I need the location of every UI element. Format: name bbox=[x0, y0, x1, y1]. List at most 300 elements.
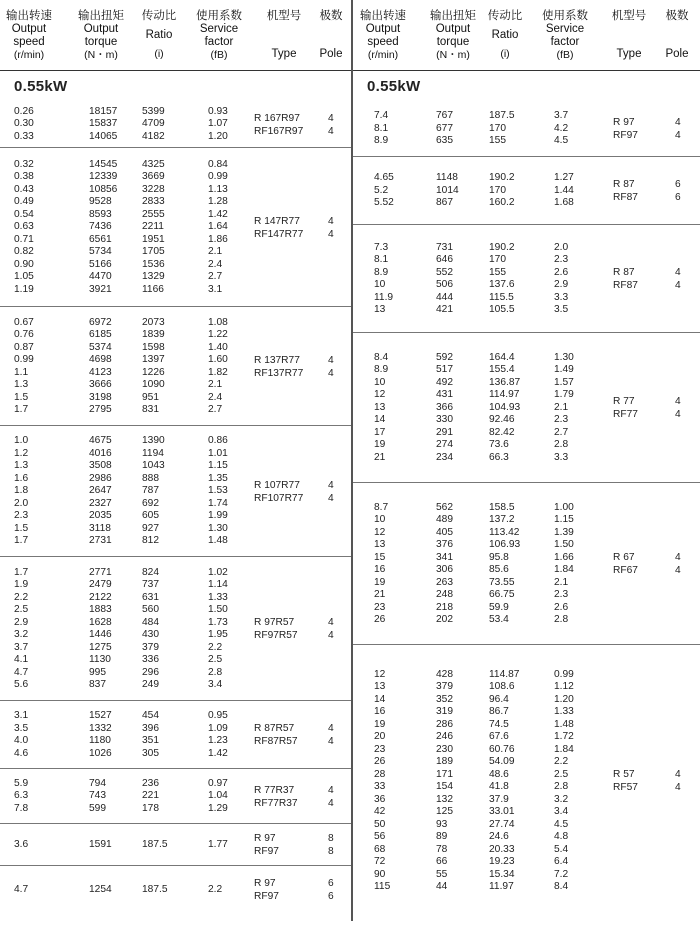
cell-service-factor: 1.95 bbox=[208, 629, 228, 640]
cell-output-torque: 794 bbox=[89, 777, 106, 789]
cell-ratio: 296 bbox=[142, 666, 159, 678]
table-row bbox=[353, 756, 700, 769]
model-group bbox=[353, 333, 700, 483]
cell-service-factor: 1.15 bbox=[208, 460, 228, 472]
cell-output-speed: 1.1 bbox=[14, 366, 29, 378]
cell-output-torque: 234 bbox=[436, 451, 453, 463]
header-output-speed-cn: 输出转速 bbox=[360, 10, 406, 22]
cell-service-factor: 1.20 bbox=[208, 130, 228, 142]
cell-service-factor: 1.35 bbox=[208, 472, 228, 484]
cell-output-speed: 56 bbox=[374, 831, 386, 842]
cell-service-factor: 2.8 bbox=[208, 666, 223, 678]
model-type-block bbox=[254, 784, 342, 810]
header-ratio-en: Ratio bbox=[145, 29, 173, 41]
model-type-block bbox=[613, 178, 689, 204]
cell-ratio: 927 bbox=[142, 522, 159, 534]
table-row bbox=[0, 654, 351, 667]
model-type-block bbox=[613, 551, 689, 577]
table-row bbox=[353, 881, 700, 894]
cell-service-factor: 2.1 bbox=[554, 576, 569, 588]
pole-count: 4 bbox=[675, 782, 681, 793]
cell-ratio: 170 bbox=[489, 254, 506, 265]
cell-service-factor: 1.44 bbox=[554, 184, 574, 196]
cell-ratio: 4325 bbox=[142, 158, 165, 170]
header-service-factor-en1: Service bbox=[199, 23, 239, 35]
cell-output-speed: 3.5 bbox=[14, 722, 29, 734]
left-table bbox=[0, 0, 351, 914]
cell-output-torque: 5734 bbox=[89, 246, 112, 258]
pole-count: 6 bbox=[675, 192, 681, 203]
cell-output-torque: 517 bbox=[436, 364, 453, 376]
model-type: R 77R37 bbox=[254, 784, 295, 796]
cell-ratio: 137.6 bbox=[489, 279, 515, 290]
pole-count: 4 bbox=[328, 784, 334, 796]
power-rating-label: 0.55kW bbox=[14, 78, 68, 95]
cell-ratio: 82.42 bbox=[489, 426, 515, 438]
table-row bbox=[353, 364, 700, 377]
model-group bbox=[353, 101, 700, 157]
model-type: R 107R77 bbox=[254, 479, 300, 491]
cell-service-factor: 1.00 bbox=[554, 501, 574, 513]
cell-ratio: 951 bbox=[142, 391, 159, 403]
cell-output-torque: 125 bbox=[436, 806, 453, 817]
table-row bbox=[0, 342, 351, 355]
cell-service-factor: 2.8 bbox=[554, 614, 569, 625]
header-output-torque-cn: 输出扭矩 bbox=[430, 10, 476, 22]
cell-service-factor: 1.48 bbox=[554, 718, 574, 730]
header-service-factor bbox=[189, 10, 249, 62]
model-type: RF107R77 bbox=[254, 492, 304, 504]
cell-service-factor: 1.33 bbox=[554, 706, 574, 717]
model-type: R 167R97 bbox=[254, 112, 300, 124]
cell-output-torque: 6561 bbox=[89, 233, 112, 245]
pole-count: 4 bbox=[675, 409, 681, 420]
header-service-factor-unit: (fB) bbox=[210, 49, 228, 61]
cell-output-speed: 1.0 bbox=[14, 435, 29, 447]
cell-service-factor: 0.95 bbox=[208, 710, 228, 721]
cell-ratio: 692 bbox=[142, 497, 159, 509]
cell-output-speed: 19 bbox=[374, 718, 386, 730]
table-row bbox=[353, 292, 700, 305]
cell-output-torque: 1628 bbox=[89, 616, 112, 628]
model-group bbox=[353, 157, 700, 225]
cell-service-factor: 1.60 bbox=[208, 354, 228, 365]
cell-output-speed: 2.3 bbox=[14, 510, 29, 522]
cell-output-torque: 2795 bbox=[89, 404, 112, 415]
cell-output-speed: 72 bbox=[374, 856, 386, 867]
table-row bbox=[0, 592, 351, 605]
cell-output-torque: 44 bbox=[436, 881, 448, 892]
model-type: RF97 bbox=[254, 846, 279, 857]
cell-service-factor: 1.86 bbox=[208, 233, 228, 245]
cell-output-speed: 1.3 bbox=[14, 379, 29, 390]
model-type-block bbox=[254, 112, 342, 138]
cell-service-factor: 2.6 bbox=[554, 601, 569, 613]
cell-ratio: 33.01 bbox=[489, 806, 515, 817]
cell-output-torque: 506 bbox=[436, 279, 453, 290]
cell-service-factor: 2.1 bbox=[554, 401, 569, 413]
cell-output-torque: 352 bbox=[436, 693, 453, 705]
cell-service-factor: 2.6 bbox=[554, 266, 569, 278]
cell-service-factor: 1.07 bbox=[208, 118, 228, 130]
header-service-factor-cn: 使用系数 bbox=[196, 10, 242, 22]
cell-output-speed: 0.33 bbox=[14, 130, 34, 142]
cell-service-factor: 1.48 bbox=[208, 535, 228, 547]
cell-ratio: 155 bbox=[489, 266, 506, 278]
cell-output-torque: 366 bbox=[436, 401, 453, 413]
cell-output-torque: 230 bbox=[436, 743, 453, 755]
cell-ratio: 1705 bbox=[142, 246, 165, 258]
table-row bbox=[353, 806, 700, 819]
cell-ratio: 1329 bbox=[142, 271, 165, 283]
header-pole-cn: 极数 bbox=[665, 10, 689, 22]
table-row bbox=[0, 523, 351, 536]
table-row bbox=[0, 404, 351, 417]
cell-service-factor: 1.79 bbox=[554, 389, 574, 401]
cell-output-speed: 1.9 bbox=[14, 579, 29, 590]
cell-output-speed: 14 bbox=[374, 693, 386, 705]
table-row bbox=[0, 535, 351, 548]
cell-service-factor: 2.7 bbox=[554, 426, 569, 438]
pole-count: 4 bbox=[675, 267, 681, 278]
cell-service-factor: 2.5 bbox=[554, 768, 569, 780]
cell-output-torque: 89 bbox=[436, 831, 448, 842]
cell-service-factor: 1.42 bbox=[208, 208, 228, 220]
cell-ratio: 1043 bbox=[142, 460, 165, 472]
cell-service-factor: 2.2 bbox=[208, 883, 223, 895]
cell-output-speed: 1.8 bbox=[14, 485, 29, 497]
cell-service-factor: 2.2 bbox=[554, 756, 569, 767]
table-row bbox=[353, 869, 700, 882]
cell-output-torque: 14065 bbox=[89, 130, 118, 142]
cell-ratio: 1598 bbox=[142, 341, 165, 353]
table-row bbox=[353, 254, 700, 267]
cell-ratio: 430 bbox=[142, 629, 159, 640]
cell-output-torque: 246 bbox=[436, 731, 453, 742]
cell-service-factor: 3.3 bbox=[554, 291, 569, 303]
model-group bbox=[0, 148, 351, 307]
cell-ratio: 41.8 bbox=[489, 781, 509, 792]
cell-ratio: 1390 bbox=[142, 435, 165, 447]
model-type: R 87 bbox=[613, 179, 635, 190]
cell-output-speed: 20 bbox=[374, 731, 386, 742]
cell-output-torque: 291 bbox=[436, 426, 453, 438]
cell-ratio: 1090 bbox=[142, 379, 165, 390]
header-pole-en: Pole bbox=[319, 48, 343, 60]
cell-output-torque: 1275 bbox=[89, 641, 112, 653]
cell-service-factor: 3.5 bbox=[554, 304, 569, 315]
cell-output-speed: 2.2 bbox=[14, 591, 29, 603]
cell-output-speed: 0.87 bbox=[14, 341, 34, 353]
cell-output-speed: 1.5 bbox=[14, 522, 29, 534]
table-row bbox=[0, 184, 351, 197]
cell-output-speed: 1.2 bbox=[14, 447, 29, 459]
cell-output-torque: 248 bbox=[436, 589, 453, 600]
pole-count: 4 bbox=[328, 723, 334, 734]
model-type-block bbox=[613, 266, 689, 292]
cell-output-torque: 1591 bbox=[89, 838, 112, 850]
cell-ratio: 1166 bbox=[142, 283, 164, 295]
cell-service-factor: 1.20 bbox=[554, 693, 574, 705]
table-row bbox=[353, 527, 700, 540]
cell-output-torque: 66 bbox=[436, 856, 448, 867]
cell-ratio: 4182 bbox=[142, 130, 165, 142]
table-row bbox=[0, 667, 351, 680]
cell-output-speed: 19 bbox=[374, 576, 386, 588]
cell-output-torque: 3118 bbox=[89, 522, 111, 534]
header-service-factor-cn: 使用系数 bbox=[542, 10, 588, 22]
cell-output-torque: 489 bbox=[436, 514, 453, 525]
cell-service-factor: 3.2 bbox=[554, 793, 569, 805]
cell-output-speed: 10 bbox=[374, 376, 386, 388]
pole-count: 6 bbox=[328, 878, 334, 889]
cell-ratio: 158.5 bbox=[489, 501, 515, 513]
table-row bbox=[0, 579, 351, 592]
cell-service-factor: 2.0 bbox=[554, 241, 569, 253]
cell-ratio: 1839 bbox=[142, 329, 165, 340]
cell-output-torque: 154 bbox=[436, 781, 453, 792]
power-rating bbox=[0, 71, 351, 101]
table-row bbox=[353, 719, 700, 732]
model-type-block bbox=[254, 616, 342, 642]
model-type: R 77 bbox=[613, 396, 635, 407]
table-row bbox=[353, 577, 700, 590]
cell-output-torque: 55 bbox=[436, 868, 448, 880]
cell-ratio: 170 bbox=[489, 122, 506, 134]
cell-output-speed: 8.9 bbox=[374, 364, 389, 376]
cell-service-factor: 1.01 bbox=[208, 447, 228, 459]
cell-output-torque: 428 bbox=[436, 668, 453, 680]
header-output-speed bbox=[0, 10, 59, 62]
cell-output-speed: 4.7 bbox=[14, 883, 29, 895]
table-row bbox=[353, 706, 700, 719]
cell-service-factor: 1.30 bbox=[208, 522, 228, 534]
header-ratio-unit: (i) bbox=[500, 48, 510, 60]
cell-service-factor: 1.08 bbox=[208, 316, 228, 328]
cell-output-torque: 405 bbox=[436, 526, 453, 538]
power-rating bbox=[353, 71, 700, 101]
cell-service-factor: 1.42 bbox=[208, 747, 228, 759]
cell-output-speed: 21 bbox=[374, 589, 386, 600]
table-row bbox=[0, 642, 351, 655]
cell-output-torque: 6185 bbox=[89, 329, 112, 340]
cell-ratio: 888 bbox=[142, 472, 159, 484]
cell-ratio: 85.6 bbox=[489, 564, 509, 575]
cell-service-factor: 2.7 bbox=[208, 404, 223, 415]
model-type-block bbox=[254, 479, 342, 505]
model-type: RF137R77 bbox=[254, 367, 304, 379]
cell-output-torque: 1527 bbox=[89, 710, 112, 721]
header-output-speed-en1: Output bbox=[11, 23, 47, 35]
cell-output-speed: 4.7 bbox=[14, 666, 29, 678]
cell-service-factor: 2.4 bbox=[208, 391, 223, 403]
cell-ratio: 160.2 bbox=[489, 197, 515, 209]
cell-ratio: 1951 bbox=[142, 233, 165, 245]
header-output-speed-cn: 输出转速 bbox=[6, 10, 52, 22]
cell-output-torque: 1014 bbox=[436, 184, 459, 196]
cell-service-factor: 2.1 bbox=[208, 379, 223, 390]
cell-service-factor: 1.29 bbox=[208, 802, 228, 814]
pole-count: 4 bbox=[328, 112, 334, 124]
header-output-speed-unit: (r/min) bbox=[367, 49, 399, 61]
cell-service-factor: 1.04 bbox=[208, 790, 228, 802]
cell-service-factor: 5.4 bbox=[554, 843, 569, 855]
model-group bbox=[0, 307, 351, 426]
cell-output-torque: 1026 bbox=[89, 747, 112, 759]
cell-output-torque: 2986 bbox=[89, 472, 112, 484]
cell-ratio: 114.97 bbox=[489, 389, 520, 401]
cell-ratio: 396 bbox=[142, 722, 159, 734]
cell-ratio: 54.09 bbox=[489, 756, 515, 767]
cell-ratio: 59.9 bbox=[489, 601, 509, 613]
cell-output-torque: 376 bbox=[436, 539, 453, 550]
cell-ratio: 737 bbox=[142, 579, 159, 590]
cell-output-speed: 10 bbox=[374, 514, 386, 525]
table-row bbox=[353, 614, 700, 627]
cell-ratio: 249 bbox=[142, 679, 159, 690]
cell-output-speed: 5.6 bbox=[14, 679, 29, 690]
cell-ratio: 1536 bbox=[142, 258, 165, 270]
table-header bbox=[353, 0, 700, 71]
table-row bbox=[353, 681, 700, 694]
cell-output-torque: 421 bbox=[436, 304, 453, 315]
cell-service-factor: 1.99 bbox=[208, 510, 228, 522]
cell-output-speed: 0.26 bbox=[14, 105, 34, 117]
model-group bbox=[353, 483, 700, 645]
cell-output-speed: 8.1 bbox=[374, 254, 389, 265]
cell-output-speed: 19 bbox=[374, 439, 386, 451]
cell-service-factor: 1.09 bbox=[208, 722, 228, 734]
header-ratio-en: Ratio bbox=[491, 29, 519, 41]
model-type: R 97 bbox=[254, 833, 276, 844]
cell-ratio: 114.87 bbox=[489, 668, 520, 680]
cell-output-torque: 1446 bbox=[89, 629, 112, 640]
cell-output-torque: 867 bbox=[436, 197, 453, 209]
cell-output-speed: 2.9 bbox=[14, 616, 29, 628]
header-output-speed-en2: speed bbox=[13, 36, 45, 48]
pole-count: 4 bbox=[675, 552, 681, 563]
header-service-factor-en2: factor bbox=[550, 36, 580, 48]
model-type: R 97 bbox=[254, 878, 276, 889]
cell-output-speed: 16 bbox=[374, 564, 386, 575]
model-type: R 87R57 bbox=[254, 723, 295, 734]
table-row bbox=[353, 694, 700, 707]
cell-ratio: 73.55 bbox=[489, 576, 515, 588]
cell-output-speed: 12 bbox=[374, 668, 386, 680]
header-output-torque-cn: 输出扭矩 bbox=[78, 10, 124, 22]
cell-output-torque: 492 bbox=[436, 376, 453, 388]
cell-ratio: 221 bbox=[142, 790, 159, 802]
cell-output-torque: 4470 bbox=[89, 271, 112, 283]
cell-output-torque: 1148 bbox=[436, 172, 458, 184]
cell-output-torque: 5374 bbox=[89, 341, 112, 353]
cell-service-factor: 2.8 bbox=[554, 439, 569, 451]
cell-output-speed: 36 bbox=[374, 793, 386, 805]
cell-output-speed: 3.1 bbox=[14, 710, 29, 721]
cell-service-factor: 2.5 bbox=[208, 654, 223, 665]
cell-ratio: 73.6 bbox=[489, 439, 509, 451]
pole-count: 4 bbox=[328, 492, 334, 504]
header-ratio bbox=[475, 10, 535, 61]
cell-ratio: 86.7 bbox=[489, 706, 509, 717]
header-pole-en: Pole bbox=[665, 48, 689, 60]
cell-ratio: 95.8 bbox=[489, 551, 509, 563]
cell-service-factor: 1.49 bbox=[554, 364, 574, 376]
cell-ratio: 96.4 bbox=[489, 693, 509, 705]
cell-output-speed: 3.2 bbox=[14, 629, 29, 640]
cell-output-torque: 2327 bbox=[89, 497, 112, 509]
cell-ratio: 60.76 bbox=[489, 743, 515, 755]
cell-output-speed: 1.7 bbox=[14, 566, 29, 578]
cell-ratio: 136.87 bbox=[489, 376, 521, 388]
table-row bbox=[353, 377, 700, 390]
cell-service-factor: 1.74 bbox=[208, 497, 228, 509]
cell-output-speed: 1.3 bbox=[14, 460, 29, 472]
model-type: R 67 bbox=[613, 552, 635, 563]
cell-output-speed: 17 bbox=[374, 426, 386, 438]
cell-service-factor: 1.84 bbox=[554, 743, 574, 755]
cell-output-torque: 132 bbox=[436, 793, 453, 805]
cell-service-factor: 2.8 bbox=[554, 781, 569, 792]
table-row bbox=[0, 284, 351, 297]
cell-output-torque: 2771 bbox=[89, 566, 112, 578]
model-type: R 57 bbox=[613, 769, 635, 780]
cell-output-torque: 592 bbox=[436, 351, 453, 363]
table-row bbox=[353, 844, 700, 857]
cell-ratio: 379 bbox=[142, 641, 159, 653]
cell-ratio: 454 bbox=[142, 710, 159, 721]
cell-output-torque: 562 bbox=[436, 501, 453, 513]
table-header bbox=[0, 0, 351, 71]
header-service-factor-unit: (fB) bbox=[556, 49, 574, 61]
cell-output-speed: 13 bbox=[374, 539, 386, 550]
cell-output-speed: 6.3 bbox=[14, 790, 29, 802]
header-output-torque bbox=[423, 10, 483, 62]
cell-service-factor: 1.84 bbox=[554, 564, 574, 575]
cell-service-factor: 2.1 bbox=[208, 246, 223, 258]
cell-output-torque: 837 bbox=[89, 679, 106, 690]
cell-output-torque: 4698 bbox=[89, 354, 112, 365]
cell-output-torque: 646 bbox=[436, 254, 453, 265]
table-row bbox=[0, 159, 351, 172]
cell-service-factor: 1.50 bbox=[554, 539, 574, 550]
cell-ratio: 155 bbox=[489, 135, 506, 147]
cell-output-speed: 33 bbox=[374, 781, 386, 792]
cell-service-factor: 1.27 bbox=[554, 172, 574, 184]
cell-ratio: 351 bbox=[142, 735, 159, 746]
cell-output-speed: 3.7 bbox=[14, 641, 29, 653]
cell-ratio: 3669 bbox=[142, 171, 165, 183]
cell-output-torque: 431 bbox=[436, 389, 453, 401]
table-row bbox=[0, 259, 351, 272]
cell-output-speed: 0.71 bbox=[14, 233, 34, 245]
cell-ratio: 108.6 bbox=[489, 681, 515, 692]
table-row bbox=[353, 794, 700, 807]
cell-ratio: 631 bbox=[142, 591, 159, 603]
cell-service-factor: 1.57 bbox=[554, 376, 574, 388]
cell-output-speed: 7.3 bbox=[374, 241, 389, 253]
model-type: R 97 bbox=[613, 117, 635, 128]
cell-output-torque: 1180 bbox=[89, 735, 111, 746]
cell-output-speed: 12 bbox=[374, 389, 386, 401]
cell-ratio: 3228 bbox=[142, 183, 165, 195]
cell-ratio: 605 bbox=[142, 510, 159, 522]
header-output-speed-unit: (r/min) bbox=[13, 49, 45, 61]
model-group bbox=[353, 225, 700, 333]
cell-ratio: 105.5 bbox=[489, 304, 515, 315]
cell-ratio: 236 bbox=[142, 777, 159, 789]
model-group bbox=[0, 557, 351, 701]
